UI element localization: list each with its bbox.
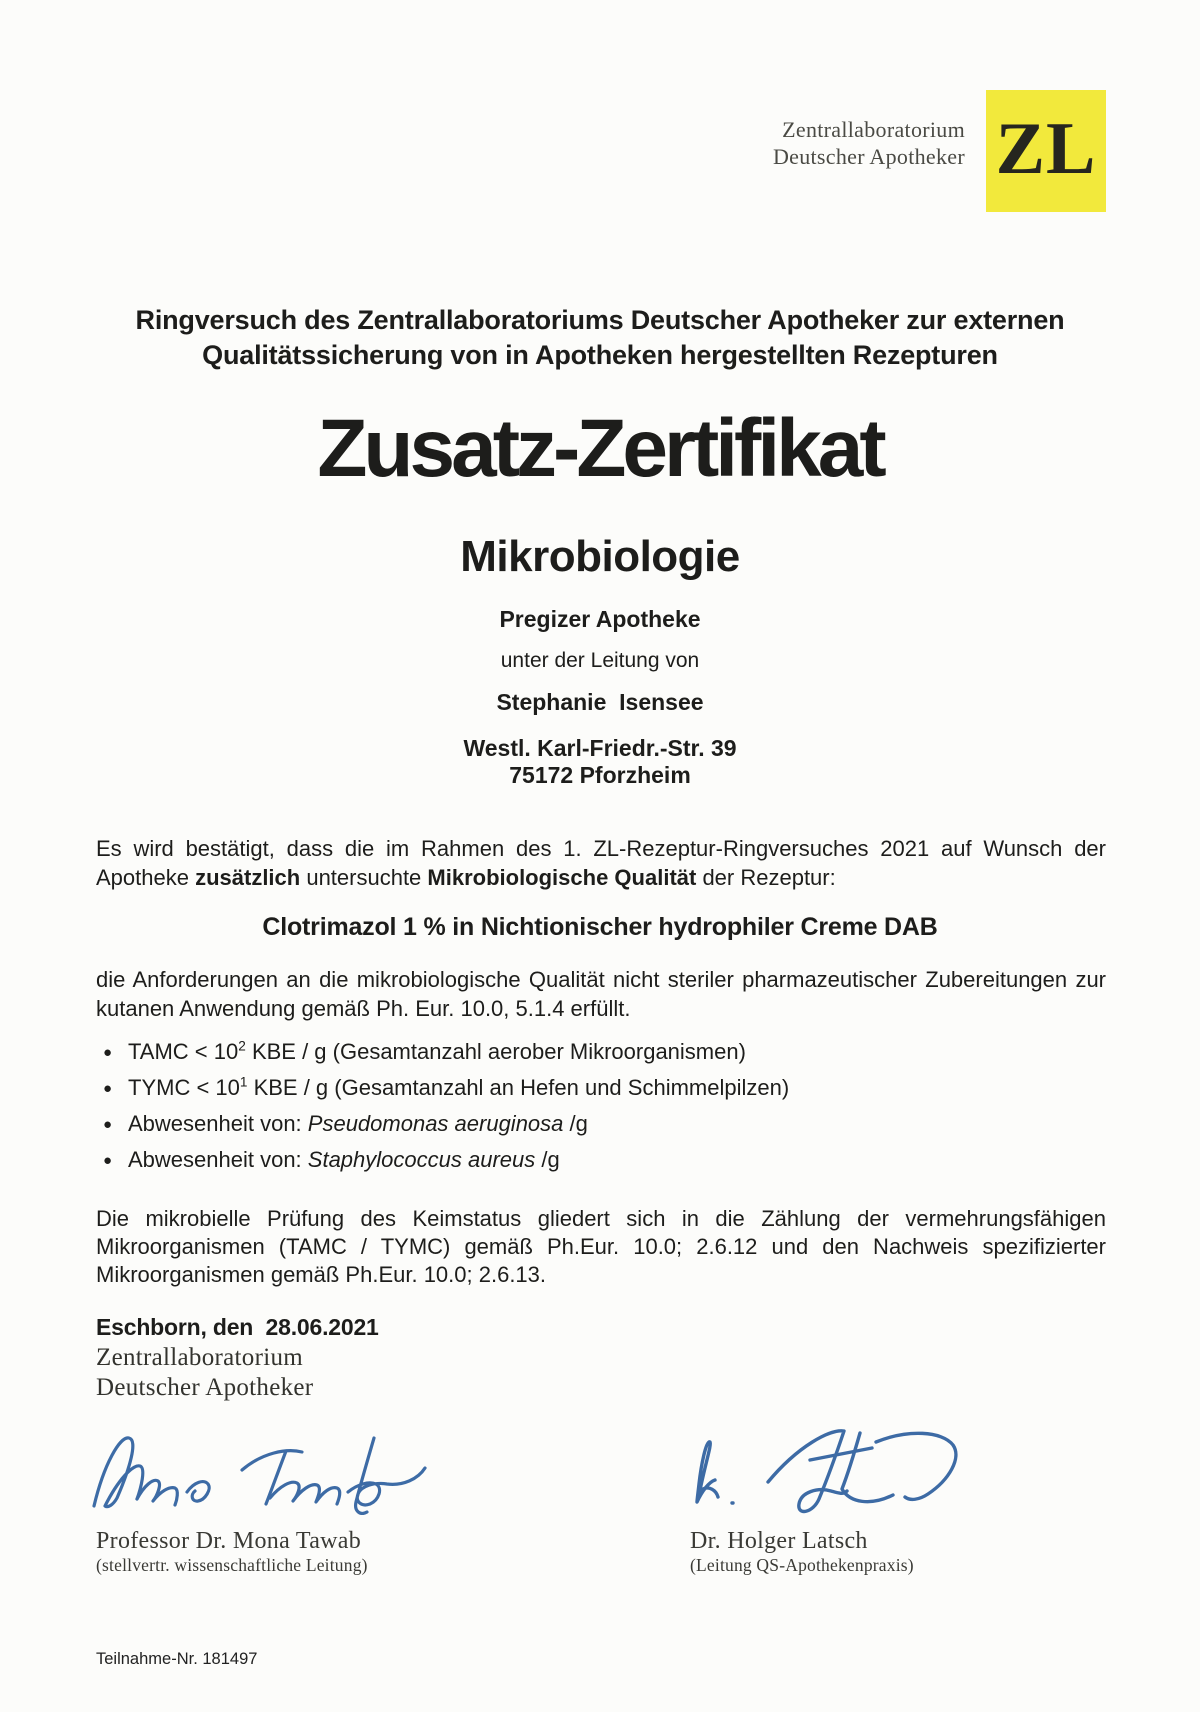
requirements-paragraph: die Anforderungen an die mikrobiologische Qualität nicht steriler pharmazeutischer Zubereitungen zur kutanen Anwendung gemäß Ph. Eur. 10.0, 5.1.4 erfüllt. bbox=[96, 967, 1106, 1021]
bullet-icon: ● bbox=[103, 1080, 113, 1097]
signer-block-left bbox=[96, 1527, 368, 1576]
bullet-icon: ● bbox=[103, 1116, 113, 1133]
criterion-text: Abwesenheit von: bbox=[128, 1147, 308, 1172]
criterion-species: Staphylococcus aureus bbox=[307, 1147, 536, 1172]
signer-name: Professor Dr. Mona Tawab bbox=[96, 1528, 362, 1554]
logo-org-text bbox=[773, 116, 965, 170]
issuing-org-line2: Deutscher Apotheker bbox=[96, 1374, 314, 1401]
signature-mona-tawab bbox=[86, 1424, 446, 1520]
criterion-text-post: KBE / g (Gesamtanzahl aerober Mikroorganismen) bbox=[245, 1039, 746, 1064]
issuing-org-line1: Zentrallaboratorium bbox=[96, 1344, 304, 1371]
signer-name: Dr. Holger Latsch bbox=[690, 1528, 868, 1554]
criterion-tamc bbox=[96, 1040, 1106, 1064]
confirmation-seg1: Es wird bestätigt, dass die im Rahmen des 1. ZL-Rezeptur-Ringversuches 2021 auf Wunsch der Apotheke bbox=[96, 836, 1106, 890]
criterion-species: Pseudomonas aeruginosa bbox=[307, 1111, 564, 1136]
zl-logo-letters: ZL bbox=[995, 107, 1097, 190]
signer-block-right bbox=[690, 1527, 914, 1576]
place-and-date: Eschborn, den 28.06.2021 bbox=[96, 1314, 379, 1340]
signer-role: (Leitung QS-Apothekenpraxis) bbox=[690, 1555, 914, 1575]
certificate-subtitle: Mikrobiologie bbox=[460, 532, 740, 581]
bullet-icon: ● bbox=[103, 1044, 113, 1061]
logo-org-line2: Deutscher Apotheker bbox=[772, 144, 965, 169]
ringversuch-header-line1: Ringversuch des Zentrallaboratoriums Deutscher Apotheker zur externen bbox=[135, 305, 1065, 335]
criterion-text: TYMC < 10 bbox=[128, 1075, 240, 1100]
criterion-text-post: /g bbox=[563, 1111, 588, 1136]
signature-holger-latsch bbox=[672, 1420, 982, 1520]
criterion-text: Abwesenheit von: bbox=[128, 1111, 308, 1136]
signer-role: (stellvertr. wissenschaftliche Leitung) bbox=[96, 1555, 368, 1575]
criterion-text: TAMC < 10 bbox=[128, 1039, 239, 1064]
participation-number: Teilnahme-Nr. 181497 bbox=[96, 1650, 258, 1668]
confirmation-bold-zusaetzlich: zusätzlich bbox=[195, 865, 301, 890]
ringversuch-header bbox=[60, 303, 1140, 373]
microbial-criteria-list bbox=[96, 1040, 1106, 1184]
criterion-text-post: KBE / g (Gesamtanzahl an Hefen und Schimmelpilzen) bbox=[247, 1075, 790, 1100]
confirmation-bold-qualitaet: Mikrobiologische Qualität bbox=[427, 865, 697, 890]
pharmacy-name: Pregizer Apotheke bbox=[499, 606, 701, 632]
pharmacy-city: 75172 Pforzheim bbox=[509, 762, 691, 788]
formulation-name: Clotrimazol 1 % in Nichtionischer hydrophiler Creme DAB bbox=[262, 913, 938, 941]
criterion-staphylococcus bbox=[96, 1148, 1106, 1172]
criterion-tymc bbox=[96, 1076, 1106, 1100]
lead-in-text: unter der Leitung von bbox=[500, 649, 700, 672]
zl-logo-icon bbox=[986, 90, 1106, 212]
criterion-text-post: /g bbox=[535, 1147, 560, 1172]
pharmacy-leader-name: Stephanie Isensee bbox=[496, 689, 704, 715]
method-paragraph: Die mikrobielle Prüfung des Keimstatus gliedert sich in die Zählung der vermehrungsfähigen Mikroorganismen (TAMC / TYMC) gemäß Ph.Eur. 10.0; 2.6.12 und den Nachweis spezifizierter Mikroorganismen gemäß Ph.Eur. 10.0; 2.6.13. bbox=[96, 1206, 1106, 1287]
confirmation-seg3: der Rezeptur: bbox=[696, 865, 836, 890]
pharmacy-street: Westl. Karl-Friedr.-Str. 39 bbox=[463, 735, 737, 761]
bullet-icon: ● bbox=[103, 1152, 113, 1169]
certificate-title: Zusatz-Zertifikat bbox=[317, 403, 883, 494]
logo-org-line1: Zentrallaboratorium bbox=[782, 117, 965, 142]
criterion-pseudomonas bbox=[96, 1112, 1106, 1136]
criterion-exponent: 1 bbox=[239, 1074, 248, 1090]
criterion-exponent: 2 bbox=[238, 1038, 246, 1054]
ringversuch-header-line2: Qualitätssicherung von in Apotheken hergestellten Rezepturen bbox=[202, 340, 998, 370]
issuing-organization bbox=[96, 1343, 313, 1403]
confirmation-seg2: untersuchte bbox=[300, 865, 428, 890]
confirmation-paragraph bbox=[96, 834, 1106, 892]
